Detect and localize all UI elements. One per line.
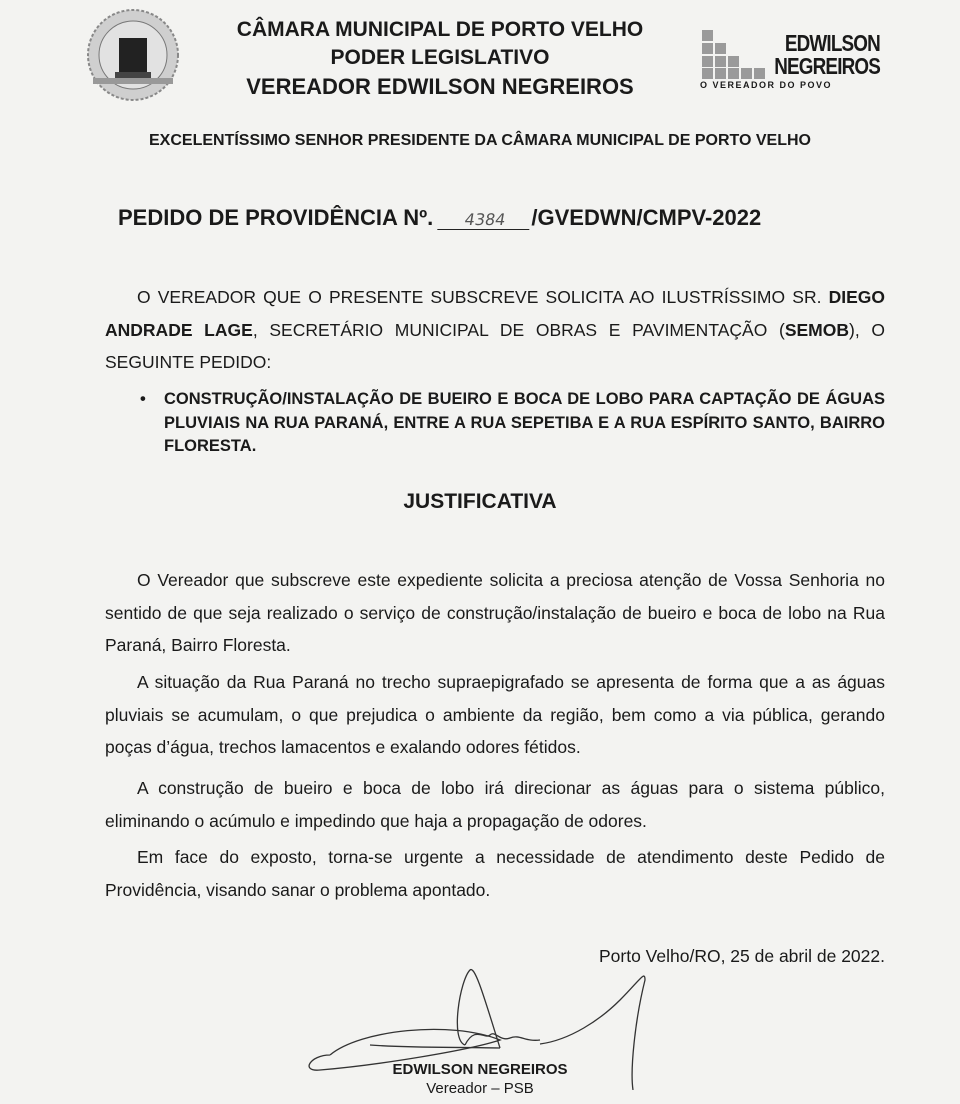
header-line-2: PODER LEGISLATIVO (330, 46, 550, 69)
request-bullet (140, 388, 885, 459)
header-line-1: CÂMARA MUNICIPAL DE PORTO VELHO (236, 18, 644, 41)
justification-paragraph: O Vereador que subscreve este expediente solicita a preciosa atenção de Vossa Senhoria no sentido de que seja realizado o serviço de construção/instalação de bueiro e boca de lobo na Rua Paraná, Bairro Floresta. (105, 570, 885, 655)
document-title (118, 205, 761, 231)
request-number: 4384 (438, 210, 534, 230)
request-intro (105, 281, 885, 379)
intro-text-3: ), O SEGUINTE PEDIDO: (105, 319, 886, 372)
brand-name-1: EDWILSON (784, 30, 880, 56)
justification-heading: JUSTIFICATIVA (403, 490, 557, 513)
bullet-icon: • (140, 390, 146, 408)
intro-text-1: O VEREADOR QUE O PRESENTE SUBSCREVE SOLICITA AO ILUSTRÍSSIMO SR. (137, 287, 829, 307)
brand-name-2: NEGREIROS (774, 53, 880, 79)
signer-role: Vereador – PSB (426, 1080, 534, 1097)
addressee: EXCELENTÍSSIMO SENHOR PRESIDENTE DA CÂMARA MUNICIPAL DE PORTO VELHO (149, 132, 811, 149)
title-prefix: PEDIDO DE PROVIDÊNCIA Nº. (118, 205, 434, 230)
intro-text-2: , SECRETÁRIO MUNICIPAL DE OBRAS E PAVIMENTAÇÃO ( (252, 319, 785, 340)
agency-name: SEMOB (784, 319, 850, 340)
request-bullet-text: CONSTRUÇÃO/INSTALAÇÃO DE BUEIRO E BOCA DE LOBO PARA CAPTAÇÃO DE ÁGUAS PLUVIAIS NA RUA PARANÁ, ENTRE A RUA SEPETIBA E A RUA ESPÍRITO SANTO, BAIRRO FLORESTA. (164, 390, 885, 455)
municipal-seal-logo (85, 8, 181, 102)
title-suffix: /GVEDWN/CMPV-2022 (531, 205, 762, 230)
recipient-name: DIEGO ANDRADE LAGE (105, 287, 885, 340)
justification-paragraph: A construção de bueiro e boca de lobo irá direcionar as águas para o sistema público, eliminando o acúmulo e impedindo que haja a propagação de odores. (105, 778, 885, 831)
signer-name: EDWILSON NEGREIROS (392, 1061, 568, 1078)
brand-tagline: O VEREADOR DO POVO (700, 80, 833, 90)
header-line-3: VEREADOR EDWILSON NEGREIROS (246, 74, 634, 99)
brand-logo (700, 28, 882, 100)
justification-paragraph: Em face do exposto, torna-se urgente a necessidade de atendimento deste Pedido de Providência, visando sanar o problema apontado. (105, 847, 885, 900)
justification-paragraph: A situação da Rua Paraná no trecho supraepigrafado se apresenta de forma que a as águas pluviais se acumulam, o que prejudica o ambiente da região, bem como a via pública, gerando poças d’água, trechos lamacentos e exalando odores fétidos. (105, 672, 885, 757)
closing-date: Porto Velho/RO, 25 de abril de 2022. (598, 946, 885, 966)
